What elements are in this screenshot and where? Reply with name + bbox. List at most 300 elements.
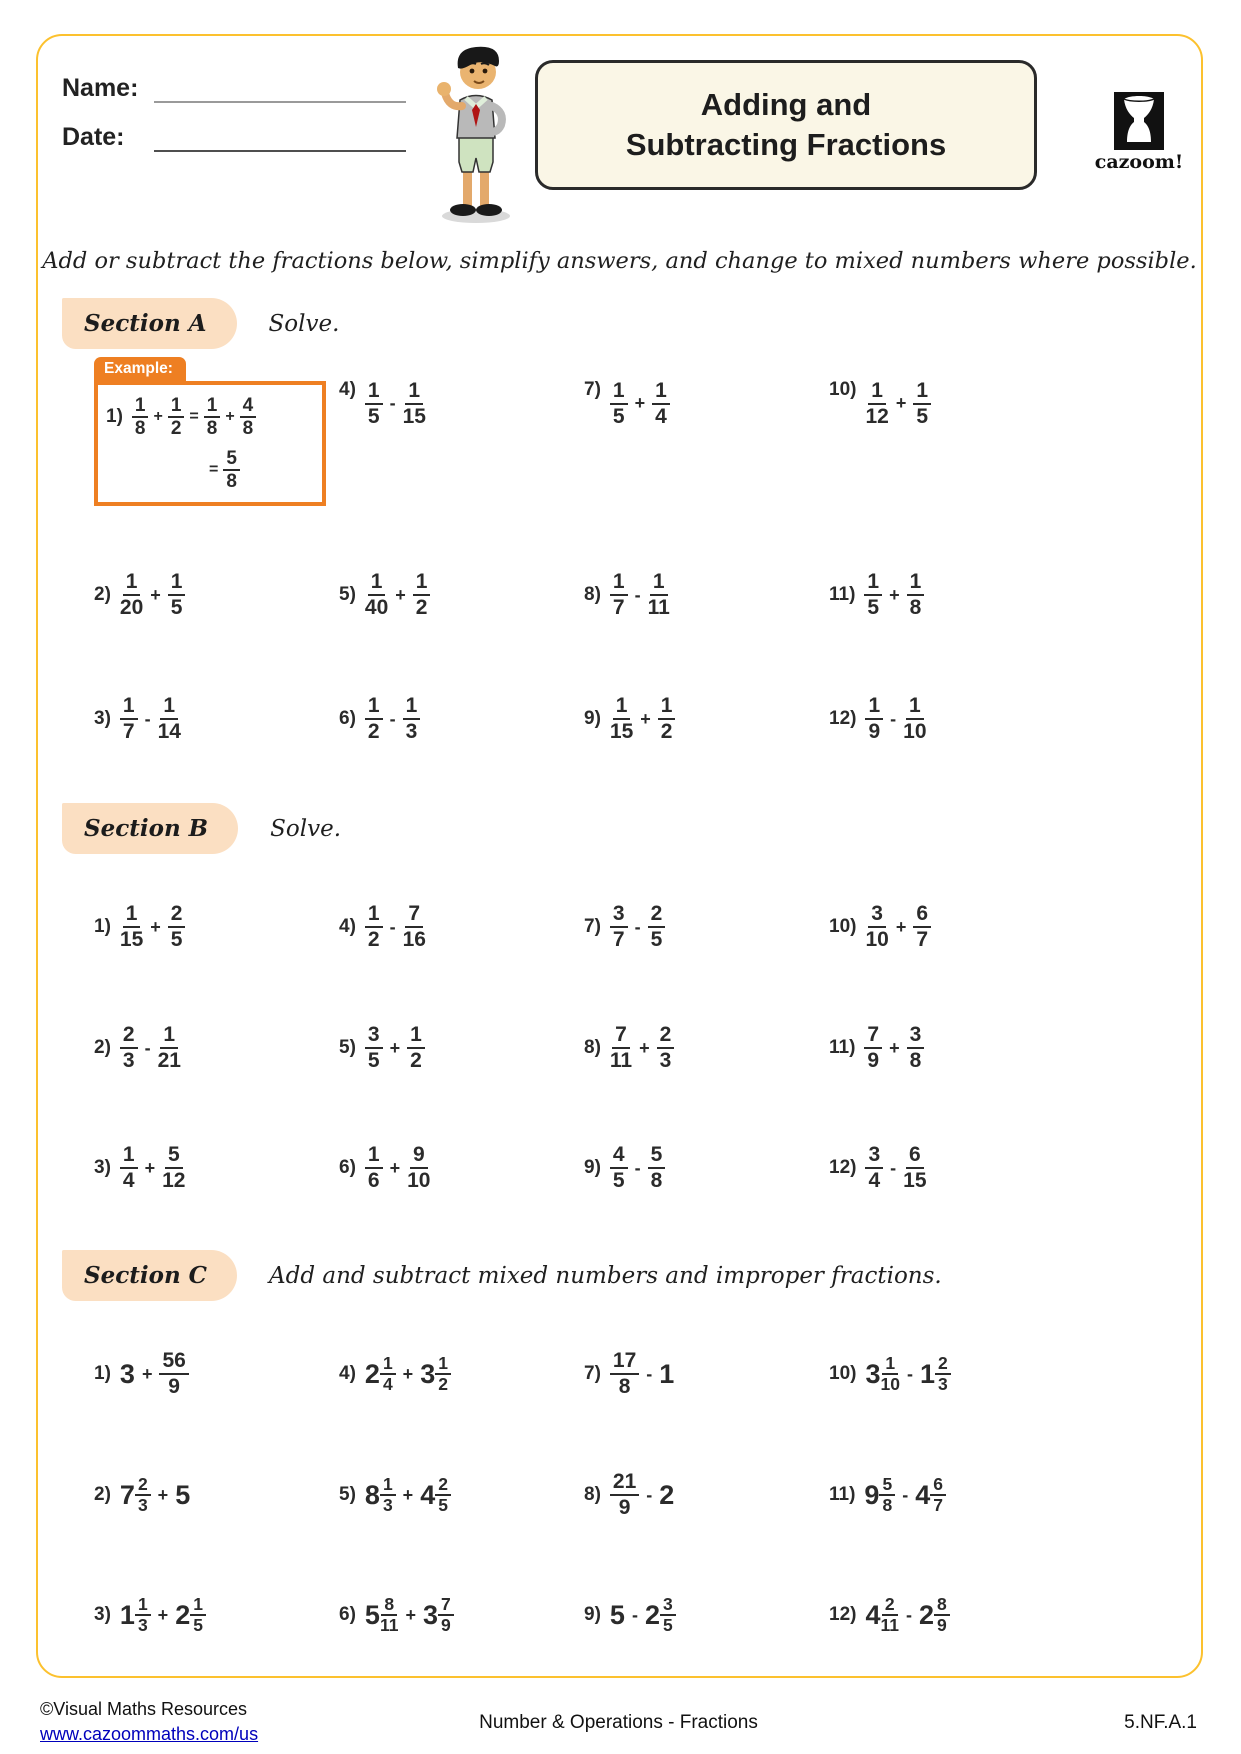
- fraction: [610, 1349, 639, 1398]
- expression: [610, 1023, 674, 1072]
- minus-sign: -: [389, 708, 396, 729]
- expression: [365, 1354, 451, 1395]
- whole-number: 2: [644, 1599, 660, 1630]
- expression: [120, 902, 186, 951]
- fraction: [158, 1023, 181, 1072]
- problem-number: 1): [94, 916, 111, 937]
- problem-number: 12): [829, 1157, 857, 1178]
- worksheet-instruction: Add or subtract the fractions below, simplify answers, and change to mixed numbers where possible.: [42, 248, 1197, 274]
- plus-sign: +: [402, 1363, 414, 1384]
- problem-number: 11): [829, 1484, 856, 1505]
- expression: [865, 694, 926, 743]
- student-cartoon: [418, 40, 530, 226]
- problem: [829, 531, 1109, 659]
- problem: [584, 1557, 829, 1673]
- numerator: 1: [168, 395, 185, 418]
- denominator: 16: [402, 928, 426, 951]
- fraction: [204, 395, 221, 440]
- expression: [120, 694, 181, 743]
- fraction: [660, 1595, 676, 1636]
- denominator: 5: [438, 1495, 448, 1515]
- numerator: 56: [159, 1349, 188, 1375]
- whole-number: 8: [364, 1479, 380, 1510]
- fraction: [865, 1143, 883, 1192]
- denominator: 7: [933, 1495, 943, 1515]
- denominator: 9: [937, 1615, 947, 1635]
- title-box: [535, 60, 1037, 190]
- minus-sign: -: [646, 1363, 653, 1384]
- numerator: 1: [610, 379, 628, 405]
- denominator: 2: [367, 720, 380, 743]
- expression: [610, 1143, 665, 1192]
- problem-number: 12): [829, 1604, 857, 1625]
- whole-number: 1: [659, 1358, 675, 1389]
- denominator: 2: [170, 418, 182, 440]
- whole-number: 2: [364, 1358, 380, 1389]
- mixed-number: [120, 1595, 151, 1636]
- numerator: 1: [123, 902, 141, 928]
- numerator: 1: [907, 570, 925, 596]
- problem: [584, 1315, 829, 1433]
- denominator: 8: [909, 1049, 922, 1072]
- denominator: 9: [618, 1496, 631, 1519]
- fraction: [223, 448, 240, 493]
- numerator: 7: [405, 902, 423, 928]
- mixed-number: [864, 1475, 895, 1516]
- denominator: 14: [157, 720, 181, 743]
- fraction: [380, 1475, 396, 1516]
- fraction: [652, 379, 670, 428]
- problem-grid: [94, 1315, 1201, 1673]
- expression: [365, 379, 426, 428]
- fraction: [365, 379, 383, 428]
- fraction: [610, 1470, 639, 1519]
- denominator: 2: [410, 1049, 422, 1072]
- fraction: [930, 1475, 946, 1516]
- denominator: 5: [170, 928, 183, 951]
- section-c: [38, 1250, 1201, 1673]
- example-tab: Example:: [94, 357, 186, 381]
- minus-sign: -: [646, 1484, 653, 1505]
- footer-topic: Number & Operations - Fractions: [479, 1712, 758, 1733]
- numerator: 4: [610, 1143, 628, 1169]
- fraction: [168, 570, 186, 619]
- problem-number: 10): [829, 916, 857, 937]
- problem-number: 2): [94, 1484, 111, 1505]
- fraction: [648, 1143, 666, 1192]
- expression: [865, 379, 931, 428]
- numerator: 2: [168, 902, 186, 928]
- denominator: 5: [916, 404, 929, 428]
- plus-sign: +: [153, 408, 163, 426]
- problem-number: 11): [829, 584, 856, 605]
- denominator: 11: [647, 596, 670, 619]
- problem: [829, 357, 1109, 531]
- minus-sign: -: [144, 1037, 151, 1058]
- problem: [339, 986, 584, 1110]
- minus-sign: -: [634, 916, 641, 937]
- whole-number: 4: [915, 1479, 931, 1510]
- problem-number: 3): [94, 1157, 111, 1178]
- whole-number: 5: [364, 1599, 380, 1630]
- fraction: [120, 570, 143, 619]
- problem: [94, 868, 339, 986]
- denominator: 8: [134, 418, 146, 440]
- plus-sign: +: [389, 1037, 401, 1058]
- mixed-number: [365, 1595, 399, 1636]
- plus-sign: +: [639, 1037, 650, 1058]
- minus-sign: -: [631, 1604, 638, 1625]
- fraction: [865, 902, 888, 951]
- problem: [339, 1315, 584, 1433]
- denominator: 9: [440, 1615, 451, 1635]
- section-instruction: Solve.: [270, 815, 342, 842]
- denominator: 12: [162, 1169, 186, 1192]
- problem: [339, 1110, 584, 1226]
- fraction: [162, 1143, 185, 1192]
- problem-number: 10): [829, 379, 857, 400]
- plus-sign: +: [395, 584, 406, 605]
- fraction: [435, 1354, 451, 1395]
- problem: [829, 868, 1109, 986]
- expression: [120, 1143, 186, 1192]
- denominator: 11: [379, 1615, 399, 1635]
- example-line-1: [106, 395, 316, 440]
- problem: [584, 1110, 829, 1226]
- whole-number: 3: [420, 1358, 436, 1389]
- problem: [94, 357, 339, 531]
- numerator: 7: [864, 1023, 882, 1049]
- numerator: 2: [657, 1023, 675, 1049]
- denominator: 5: [612, 1169, 625, 1192]
- numerator: 6: [913, 902, 931, 928]
- numerator: 1: [132, 395, 149, 418]
- problem-number: 8): [584, 1037, 601, 1058]
- expression: [610, 570, 670, 619]
- plus-sign: +: [389, 1157, 401, 1178]
- minus-sign: -: [906, 1604, 912, 1625]
- numerator: 1: [906, 694, 924, 720]
- expression: [610, 1470, 674, 1519]
- fraction: [158, 694, 181, 743]
- minus-sign: -: [890, 708, 897, 729]
- plus-sign: +: [157, 1484, 169, 1505]
- minus-sign: -: [634, 584, 641, 605]
- denominator: 12: [865, 404, 889, 428]
- fraction: [881, 1595, 900, 1636]
- numerator: 1: [658, 694, 676, 720]
- fraction: [403, 902, 426, 951]
- numerator: 1: [380, 1354, 396, 1375]
- fraction: [365, 1143, 383, 1192]
- numerator: 1: [380, 1475, 396, 1496]
- fraction: [610, 1143, 628, 1192]
- fraction: [403, 694, 421, 743]
- plus-sign: +: [144, 1157, 156, 1178]
- numerator: 3: [610, 902, 628, 928]
- plus-sign: +: [402, 1484, 414, 1505]
- denominator: 15: [402, 404, 426, 428]
- expression: [610, 1349, 674, 1398]
- denominator: 3: [137, 1495, 148, 1515]
- mixed-number: [365, 1354, 396, 1395]
- problem: [339, 531, 584, 659]
- mixed-number: [645, 1595, 676, 1636]
- numerator: 1: [913, 379, 931, 405]
- numerator: 1: [864, 570, 882, 596]
- problem: [94, 986, 339, 1110]
- problem: [94, 1110, 339, 1226]
- expression: [120, 570, 186, 619]
- name-write-line: [154, 77, 406, 103]
- denominator: 10: [865, 928, 889, 951]
- fraction: [610, 902, 628, 951]
- denominator: 7: [916, 928, 929, 951]
- fraction: [610, 694, 633, 743]
- fraction: [435, 1475, 451, 1516]
- problem-number: 5): [339, 1484, 356, 1505]
- plus-sign: +: [150, 584, 161, 605]
- mixed-number: [420, 1475, 451, 1516]
- copyright-text: ©Visual Maths Resources: [40, 1699, 248, 1720]
- denominator: 3: [382, 1495, 393, 1515]
- expression: [865, 1143, 926, 1192]
- problem: [339, 659, 584, 779]
- denominator: 5: [367, 404, 380, 428]
- footer: [40, 1688, 1197, 1748]
- fraction: [135, 1475, 151, 1516]
- problem: [339, 868, 584, 986]
- numerator: 1: [365, 379, 383, 405]
- expression: [365, 694, 420, 743]
- expression: [120, 1595, 206, 1636]
- whole-number: 3: [865, 1358, 881, 1389]
- denominator: 8: [882, 1495, 893, 1515]
- denominator: 15: [609, 720, 634, 743]
- numerator: 1: [160, 694, 178, 720]
- numerator: 1: [403, 694, 421, 720]
- minus-sign: -: [906, 1363, 913, 1384]
- section-label: Section B: [62, 803, 238, 854]
- fraction: [648, 570, 670, 619]
- whole-number: 5: [609, 1599, 625, 1630]
- numerator: 1: [413, 570, 431, 596]
- denominator: 10: [880, 1374, 900, 1394]
- denominator: 8: [242, 418, 254, 440]
- problem-number: 6): [339, 1604, 356, 1625]
- numerator: 6: [906, 1143, 924, 1169]
- expression: [864, 1023, 924, 1072]
- problem: [829, 1315, 1109, 1433]
- denominator: 4: [382, 1374, 393, 1394]
- fraction: [610, 1023, 632, 1072]
- name-label: Name:: [62, 74, 139, 102]
- fraction: [865, 694, 883, 743]
- whole-number: 1: [119, 1599, 135, 1630]
- problem: [584, 868, 829, 986]
- fraction: [913, 902, 931, 951]
- fraction: [865, 379, 888, 428]
- numerator: 8: [381, 1595, 397, 1616]
- example-box: [94, 357, 326, 506]
- whole-number: 3: [422, 1599, 438, 1630]
- whole-number: 1: [919, 1358, 935, 1389]
- whole-number: 4: [420, 1479, 436, 1510]
- plus-sign: +: [225, 408, 235, 426]
- numerator: 1: [365, 694, 383, 720]
- numerator: 1: [168, 570, 186, 596]
- numerator: 9: [410, 1143, 428, 1169]
- denominator: 3: [405, 720, 418, 743]
- denominator: 15: [903, 1169, 927, 1192]
- section-b: [38, 803, 1201, 1226]
- problem: [94, 1557, 339, 1673]
- fraction: [135, 1595, 151, 1636]
- denominator: 10: [407, 1169, 431, 1192]
- sheet-border: [36, 34, 1203, 1678]
- expression: [204, 448, 240, 493]
- expression: [365, 1023, 425, 1072]
- example-content: [94, 381, 326, 506]
- fraction: [190, 1595, 206, 1636]
- numerator: 1: [120, 1143, 138, 1169]
- mixed-number: [920, 1354, 951, 1395]
- fraction: [365, 570, 388, 619]
- section-a: [38, 298, 1201, 779]
- denominator: 9: [168, 1375, 180, 1398]
- denominator: 5: [367, 1049, 380, 1072]
- denominator: 8: [909, 596, 922, 619]
- fraction: [168, 395, 185, 440]
- denominator: 5: [612, 404, 625, 428]
- fraction: [907, 1023, 925, 1072]
- problem-number: 4): [339, 1363, 356, 1384]
- problem-number: 7): [584, 379, 601, 400]
- denominator: 3: [659, 1049, 672, 1072]
- equals-sign: =: [189, 408, 199, 426]
- header: [38, 36, 1201, 232]
- denominator: 4: [122, 1169, 135, 1192]
- problem-number: 5): [339, 1037, 356, 1058]
- cazoom-logo: [1089, 92, 1189, 173]
- numerator: 3: [660, 1595, 676, 1616]
- expression: [365, 902, 426, 951]
- plus-sign: +: [634, 393, 646, 414]
- expression: [864, 1475, 946, 1516]
- expression: [365, 1143, 431, 1192]
- expression: [610, 1595, 676, 1636]
- problem: [339, 1433, 584, 1557]
- numerator: 1: [882, 1354, 898, 1375]
- problem-number: 7): [584, 916, 601, 937]
- fraction: [864, 1023, 882, 1072]
- denominator: 20: [119, 596, 144, 619]
- numerator: 1: [652, 379, 670, 405]
- problem-number: 5): [339, 584, 356, 605]
- denominator: 2: [438, 1374, 448, 1394]
- website-link[interactable]: www.cazoommaths.com/us: [40, 1723, 259, 1744]
- fraction: [610, 570, 628, 619]
- problem: [584, 357, 829, 531]
- problem-number: 6): [339, 708, 356, 729]
- denominator: 5: [662, 1615, 673, 1635]
- numerator: 1: [650, 570, 668, 596]
- date-write-line: [154, 126, 406, 152]
- denominator: 2: [415, 596, 428, 619]
- problem-grid: [94, 868, 1201, 1226]
- minus-sign: -: [634, 1157, 641, 1178]
- expression: [365, 570, 431, 619]
- denominator: 7: [612, 596, 625, 619]
- fraction: [365, 1023, 383, 1072]
- fraction: [120, 1143, 138, 1192]
- expression: [120, 1475, 190, 1516]
- mixed-number: [175, 1595, 206, 1636]
- problem-number: 12): [829, 708, 857, 729]
- whole-number: 3: [119, 1358, 135, 1389]
- numerator: 2: [435, 1475, 451, 1496]
- mixed-number: [365, 1475, 396, 1516]
- expression: [610, 902, 665, 951]
- fraction: [879, 1475, 895, 1516]
- numerator: 3: [365, 1023, 383, 1049]
- plus-sign: +: [889, 584, 900, 605]
- denominator: 5: [650, 928, 663, 951]
- minus-sign: -: [902, 1484, 909, 1505]
- numerator: 2: [135, 1475, 151, 1496]
- problem: [829, 1110, 1109, 1226]
- problem: [584, 659, 829, 779]
- fraction: [159, 1349, 188, 1398]
- denominator: 7: [122, 720, 135, 743]
- problem: [584, 531, 829, 659]
- minus-sign: -: [389, 393, 396, 414]
- fraction: [881, 1354, 900, 1395]
- fraction: [365, 902, 383, 951]
- denominator: 7: [612, 928, 625, 951]
- problem-number: 9): [584, 1157, 601, 1178]
- plus-sign: +: [895, 916, 907, 937]
- problem: [94, 1315, 339, 1433]
- minus-sign: -: [144, 708, 151, 729]
- fraction: [935, 1354, 951, 1395]
- fraction: [903, 1143, 926, 1192]
- denominator: 6: [367, 1169, 380, 1192]
- mixed-number: [915, 1475, 946, 1516]
- numerator: 1: [368, 570, 386, 596]
- numerator: 17: [610, 1349, 639, 1375]
- fraction: [120, 1023, 138, 1072]
- problem-number: 2): [94, 584, 111, 605]
- numerator: 2: [120, 1023, 138, 1049]
- denominator: 5: [193, 1615, 203, 1635]
- numerator: 1: [190, 1595, 206, 1616]
- numerator: 1: [120, 694, 138, 720]
- problem-number: 1): [106, 406, 123, 428]
- fraction: [438, 1595, 454, 1636]
- fraction: [380, 1354, 396, 1395]
- problem: [94, 531, 339, 659]
- denominator: 3: [938, 1374, 948, 1394]
- logo-text: cazoom!: [1094, 151, 1184, 173]
- denominator: 5: [867, 596, 880, 619]
- problem-number: 2): [94, 1037, 111, 1058]
- numerator: 1: [365, 1143, 383, 1169]
- example-line-2: [204, 448, 316, 493]
- denominator: 10: [903, 720, 927, 743]
- fraction: [120, 902, 143, 951]
- denominator: 11: [880, 1615, 899, 1635]
